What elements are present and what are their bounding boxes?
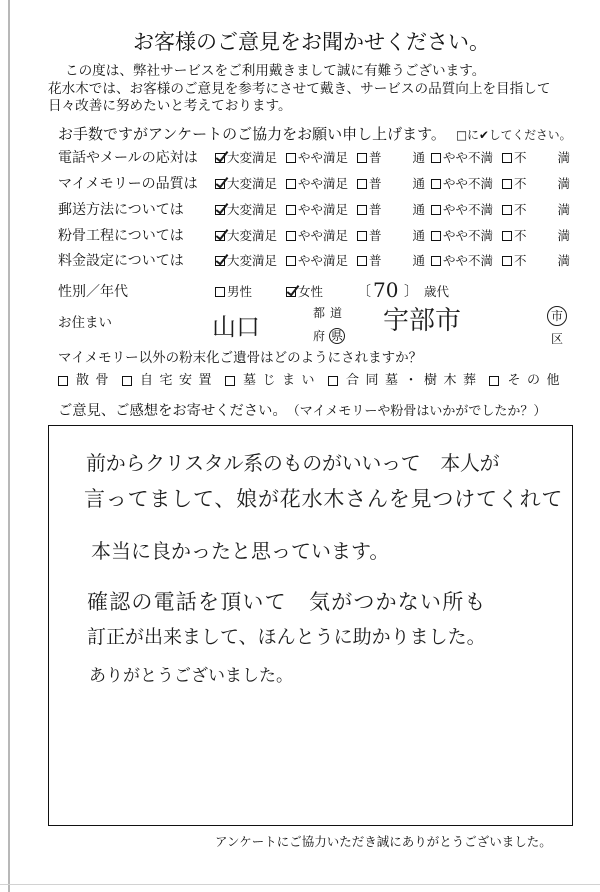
option-neutral: [357, 149, 425, 167]
option-other: [489, 372, 566, 390]
rating-row-product-quality: [0, 175, 600, 193]
option-label: 大変満足: [227, 176, 278, 191]
checkbox: [357, 179, 367, 189]
rating-question-label: 粉骨工程については: [58, 228, 184, 244]
prefecture-type-ken: 県: [330, 329, 343, 343]
checkbox: [122, 376, 132, 386]
remains-question: マイメモリー以外の粉末化ご遺骨はどのようにされますか？: [58, 350, 423, 366]
checkbox: [215, 205, 225, 215]
option-very-satisfied: [215, 201, 277, 219]
option-somewhat-satisfied: [286, 175, 348, 193]
option-male: [215, 283, 252, 301]
option-label: やや不満: [443, 228, 494, 243]
checkbox: [286, 179, 296, 189]
prefecture-type-to: 都: [312, 306, 325, 320]
option-grave-closure: [225, 372, 321, 390]
checkbox: [215, 153, 225, 163]
option-neutral: [357, 201, 425, 219]
age-bracket-close: 〕: [404, 284, 418, 300]
option-label: 墓じまい: [242, 373, 321, 388]
option-neutral: [357, 227, 425, 245]
option-label: 大変満足: [227, 228, 278, 243]
checkbox: [431, 153, 441, 163]
option-label: 女性: [298, 284, 324, 299]
option-label: 普 通: [369, 150, 425, 165]
checkbox: [286, 287, 296, 297]
option-label: 大変満足: [227, 253, 278, 268]
scan-edge-left: [8, 0, 10, 892]
option-label: その他: [507, 373, 566, 388]
checkbox: [58, 376, 68, 386]
option-label: 散骨: [76, 373, 116, 388]
checkbox: [215, 287, 225, 297]
option-label: 不 満: [514, 253, 570, 268]
checkbox: [286, 256, 296, 266]
form-title: お客様のご意見をお聞かせください。: [133, 30, 490, 54]
option-somewhat-dissatisfied: [431, 227, 493, 245]
age-value-handwritten: 70: [373, 278, 399, 302]
option-very-satisfied: [215, 252, 277, 270]
city-type-shi: 市: [547, 306, 567, 326]
option-somewhat-satisfied: [286, 149, 348, 167]
rating-question-label: 電話やメールの応対は: [58, 150, 198, 166]
option-label: 自宅安置: [139, 373, 218, 388]
option-label: 不 満: [514, 228, 570, 243]
checkbox: [502, 231, 512, 241]
option-label: やや不満: [443, 150, 494, 165]
rating-row-phone-email: [0, 149, 600, 167]
footer-thanks: アンケートにご協力いただき誠にありがとうございました。: [215, 834, 552, 849]
option-dissatisfied: [502, 201, 570, 219]
option-neutral: [357, 175, 425, 193]
gender-age-label: 性別／年代: [58, 284, 128, 300]
option-label: 普 通: [369, 228, 425, 243]
option-somewhat-dissatisfied: [431, 149, 493, 167]
handwritten-comment-line: 確認の電話を頂いて 気がつかない所も: [87, 590, 487, 614]
comments-heading-main: ご意見、ご感想をお寄せください。: [58, 403, 287, 419]
option-somewhat-dissatisfied: [431, 252, 493, 270]
checkbox: [215, 231, 225, 241]
handwritten-comment-line: 訂正が出来まして、ほんとうに助かりました。: [87, 626, 486, 648]
checkbox: [357, 205, 367, 215]
option-label: 普 通: [369, 176, 425, 191]
gender-age-row: [0, 278, 600, 302]
checkbox: [215, 179, 225, 189]
comments-box: [48, 425, 573, 826]
option-dissatisfied: [502, 227, 570, 245]
checkbox: [357, 256, 367, 266]
checkbox: [215, 256, 225, 266]
comments-heading-sub: （マイメモリーや粉骨はいかがでしたか？）: [286, 404, 547, 419]
intro-line: 花水木では、お客様のご意見を参考にさせて戴き、サービスの品質向上を目指して: [48, 81, 551, 97]
option-label: やや満足: [298, 253, 349, 268]
option-label: 大変満足: [227, 202, 278, 217]
rating-row-shipping: [0, 201, 600, 219]
rating-row-pricing: [0, 252, 600, 270]
option-label: やや満足: [298, 150, 349, 165]
checkbox: [328, 376, 338, 386]
option-dissatisfied: [502, 149, 570, 167]
survey-request: お手数ですがアンケートのご協力をお願い申し上げます。: [58, 125, 446, 143]
option-somewhat-satisfied: [286, 201, 348, 219]
option-dissatisfied: [502, 252, 570, 270]
comments-heading: [58, 402, 546, 421]
intro-line: 日々改善に努めたいと考えております。: [48, 98, 292, 114]
checkbox: [502, 205, 512, 215]
intro-line: この度は、弊社サービスをご利用戴きまして誠に有難うございます。: [65, 63, 486, 79]
city-type-ku: 区: [550, 332, 563, 346]
scan-edge-bottom: [0, 884, 600, 885]
option-label: やや満足: [298, 202, 349, 217]
option-label: やや不満: [443, 176, 494, 191]
handwritten-comment-line: 言ってまして、娘が花水木さんを見つけてくれて: [84, 487, 564, 511]
option-label: やや満足: [298, 176, 349, 191]
option-home-enshrinement: [122, 372, 218, 390]
checkbox: [286, 231, 296, 241]
checkbox: [489, 376, 499, 386]
option-very-satisfied: [215, 149, 277, 167]
remains-options: [58, 372, 566, 390]
checkbox-instruction: □に✔してください。: [456, 128, 572, 142]
option-very-satisfied: [215, 227, 277, 245]
option-neutral: [357, 252, 425, 270]
option-label: 不 満: [514, 176, 570, 191]
handwritten-comment-line: 本当に良かったと思っています。: [91, 539, 390, 563]
option-female: [286, 283, 323, 301]
option-label: やや不満: [443, 202, 494, 217]
checkbox: [286, 205, 296, 215]
checkbox: [286, 153, 296, 163]
rating-question-label: 郵送方法については: [58, 202, 184, 218]
checkbox: [225, 376, 235, 386]
address-label: お住まい: [58, 315, 112, 331]
option-label: 普 通: [369, 253, 425, 268]
checkbox: [502, 256, 512, 266]
option-label: やや満足: [298, 228, 349, 243]
option-somewhat-satisfied: [286, 252, 348, 270]
checkbox: [502, 153, 512, 163]
option-very-satisfied: [215, 175, 277, 193]
option-label: 大変満足: [227, 150, 278, 165]
checkbox: [431, 205, 441, 215]
option-label: 合同墓・樹木葬: [345, 373, 483, 388]
option-communal-tree-burial: [328, 372, 483, 390]
checkbox: [431, 256, 441, 266]
prefecture-type-do: 道: [329, 306, 342, 320]
prefecture-handwritten: 山口: [212, 313, 260, 341]
option-label: 不 満: [514, 150, 570, 165]
option-label: やや不満: [443, 253, 494, 268]
option-somewhat-satisfied: [286, 227, 348, 245]
checkbox: [357, 231, 367, 241]
prefecture-type-fu: 府: [312, 329, 325, 343]
option-somewhat-dissatisfied: [431, 201, 493, 219]
checkbox: [431, 179, 441, 189]
age-suffix: 歳代: [424, 284, 450, 299]
handwritten-comment-line: 前からクリスタル系のものがいいって 本人が: [86, 451, 500, 475]
option-label: 男性: [227, 284, 253, 299]
city-handwritten: 宇部市: [383, 306, 462, 336]
checkbox: [357, 153, 367, 163]
handwritten-comment-line: ありがとうございました。: [89, 666, 293, 686]
rating-question-label: 料金設定については: [58, 253, 184, 269]
checkbox: [431, 231, 441, 241]
option-label: 不 満: [514, 202, 570, 217]
checkbox: [502, 179, 512, 189]
rating-question-label: マイメモリーの品質は: [58, 176, 198, 192]
option-label: 普 通: [369, 202, 425, 217]
rating-row-powdering-process: [0, 227, 600, 245]
age-bracket-open: 〔: [357, 284, 371, 300]
option-dissatisfied: [502, 175, 570, 193]
option-scattering: [58, 372, 115, 390]
option-somewhat-dissatisfied: [431, 175, 493, 193]
